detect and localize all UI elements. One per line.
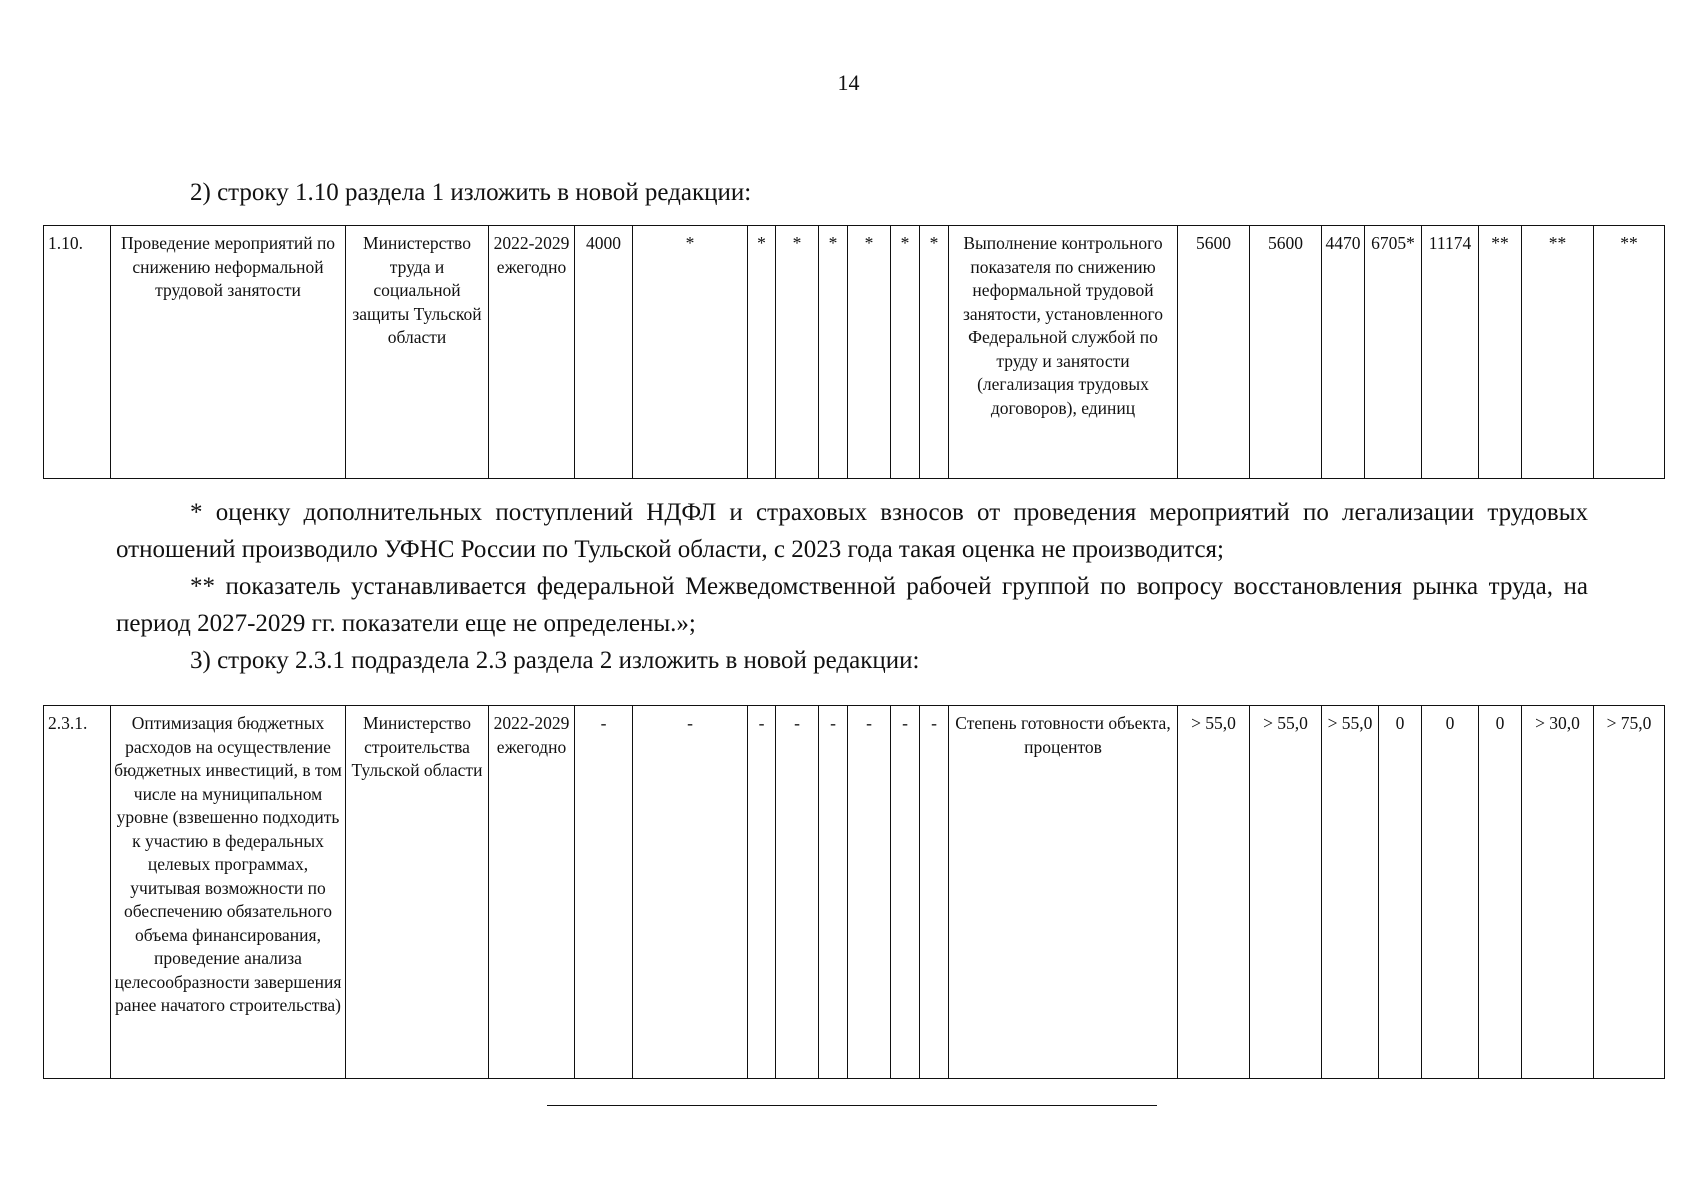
target-value-cell: 11174 xyxy=(1422,226,1479,479)
footnote-double-star: ** показатель устанавливается федеральной Межведомственной рабочей группой по вопросу восстановления рынка труда, на период 2027-2029 гг. показатели еще не определены.»; xyxy=(116,573,1588,637)
period-cell: 2022-2029 ежегодно xyxy=(489,226,575,479)
target-value-cell: > 55,0 xyxy=(1178,706,1250,1079)
value-cell: - xyxy=(848,706,891,1079)
value-cell: * xyxy=(819,226,848,479)
target-value-cell: ** xyxy=(1522,226,1594,479)
closing-separator-line xyxy=(547,1105,1157,1106)
table-row-2-3-1 xyxy=(43,705,1665,1079)
value-cell: * xyxy=(776,226,819,479)
target-value-cell: 6705* xyxy=(1365,226,1422,479)
target-value-cell: ** xyxy=(1594,226,1665,479)
value-cell: - xyxy=(748,706,776,1079)
value-cell: * xyxy=(920,226,949,479)
page-number: 14 xyxy=(837,70,860,95)
footnote-single-star: * оценку дополнительных поступлений НДФЛ и страховых взносов от проведения мероприятий по легализации трудовых отношений производило УФНС России по Тульской области, с 2023 года такая оценка не производится; xyxy=(116,499,1588,563)
target-value-cell: 0 xyxy=(1379,706,1422,1079)
value-cell: * xyxy=(748,226,776,479)
value-cell: * xyxy=(633,226,748,479)
intro-row-1-10: 2) строку 1.10 раздела 1 изложить в новой редакции: xyxy=(190,179,752,206)
value-cell: - xyxy=(575,706,633,1079)
value-cell: * xyxy=(891,226,920,479)
measure-name-cell: Проведение мероприятий по снижению неформальной трудовой занятости xyxy=(111,226,346,479)
target-value-cell: 5600 xyxy=(1250,226,1322,479)
value-cell: - xyxy=(776,706,819,1079)
target-value-cell: > 55,0 xyxy=(1322,706,1379,1079)
intro-row-2-3-1: 3) строку 2.3.1 подраздела 2.3 раздела 2 изложить в новой редакции: xyxy=(190,647,920,674)
target-value-cell: > 55,0 xyxy=(1250,706,1322,1079)
indicator-cell: Степень готовности объекта, процентов xyxy=(949,706,1178,1079)
value-cell: - xyxy=(891,706,920,1079)
value-cell: * xyxy=(848,226,891,479)
executor-cell: Министерство строительства Тульской области xyxy=(346,706,489,1079)
target-value-cell: > 30,0 xyxy=(1522,706,1594,1079)
measure-name-cell: Оптимизация бюджетных расходов на осуществление бюджетных инвестиций, в том числе на муниципальном уровне (взвешенно подходить к участию в федеральных целевых программах, учитывая возможности по обеспечению обязательного объема финансирования, проведение анализа целесообразности завершения ранее начатого строительства) xyxy=(111,706,346,1079)
target-value-cell: 4470 xyxy=(1322,226,1365,479)
table-row-1-10 xyxy=(43,225,1665,479)
row-number-cell: 2.3.1. xyxy=(44,706,111,1079)
target-value-cell: > 75,0 xyxy=(1594,706,1665,1079)
value-cell: - xyxy=(819,706,848,1079)
value-cell: - xyxy=(633,706,748,1079)
row-number-cell: 1.10. xyxy=(44,226,111,479)
executor-cell: Министерство труда и социальной защиты Тульской области xyxy=(346,226,489,479)
value-cell: 4000 xyxy=(575,226,633,479)
target-value-cell: 0 xyxy=(1479,706,1522,1079)
period-cell: 2022-2029 ежегодно xyxy=(489,706,575,1079)
target-value-cell: 0 xyxy=(1422,706,1479,1079)
indicator-cell: Выполнение контрольного показателя по снижению неформальной трудовой занятости, установленного Федеральной службой по труду и занятости (легализация трудовых договоров), единиц xyxy=(949,226,1178,479)
target-value-cell: 5600 xyxy=(1178,226,1250,479)
value-cell: - xyxy=(920,706,949,1079)
target-value-cell: ** xyxy=(1479,226,1522,479)
